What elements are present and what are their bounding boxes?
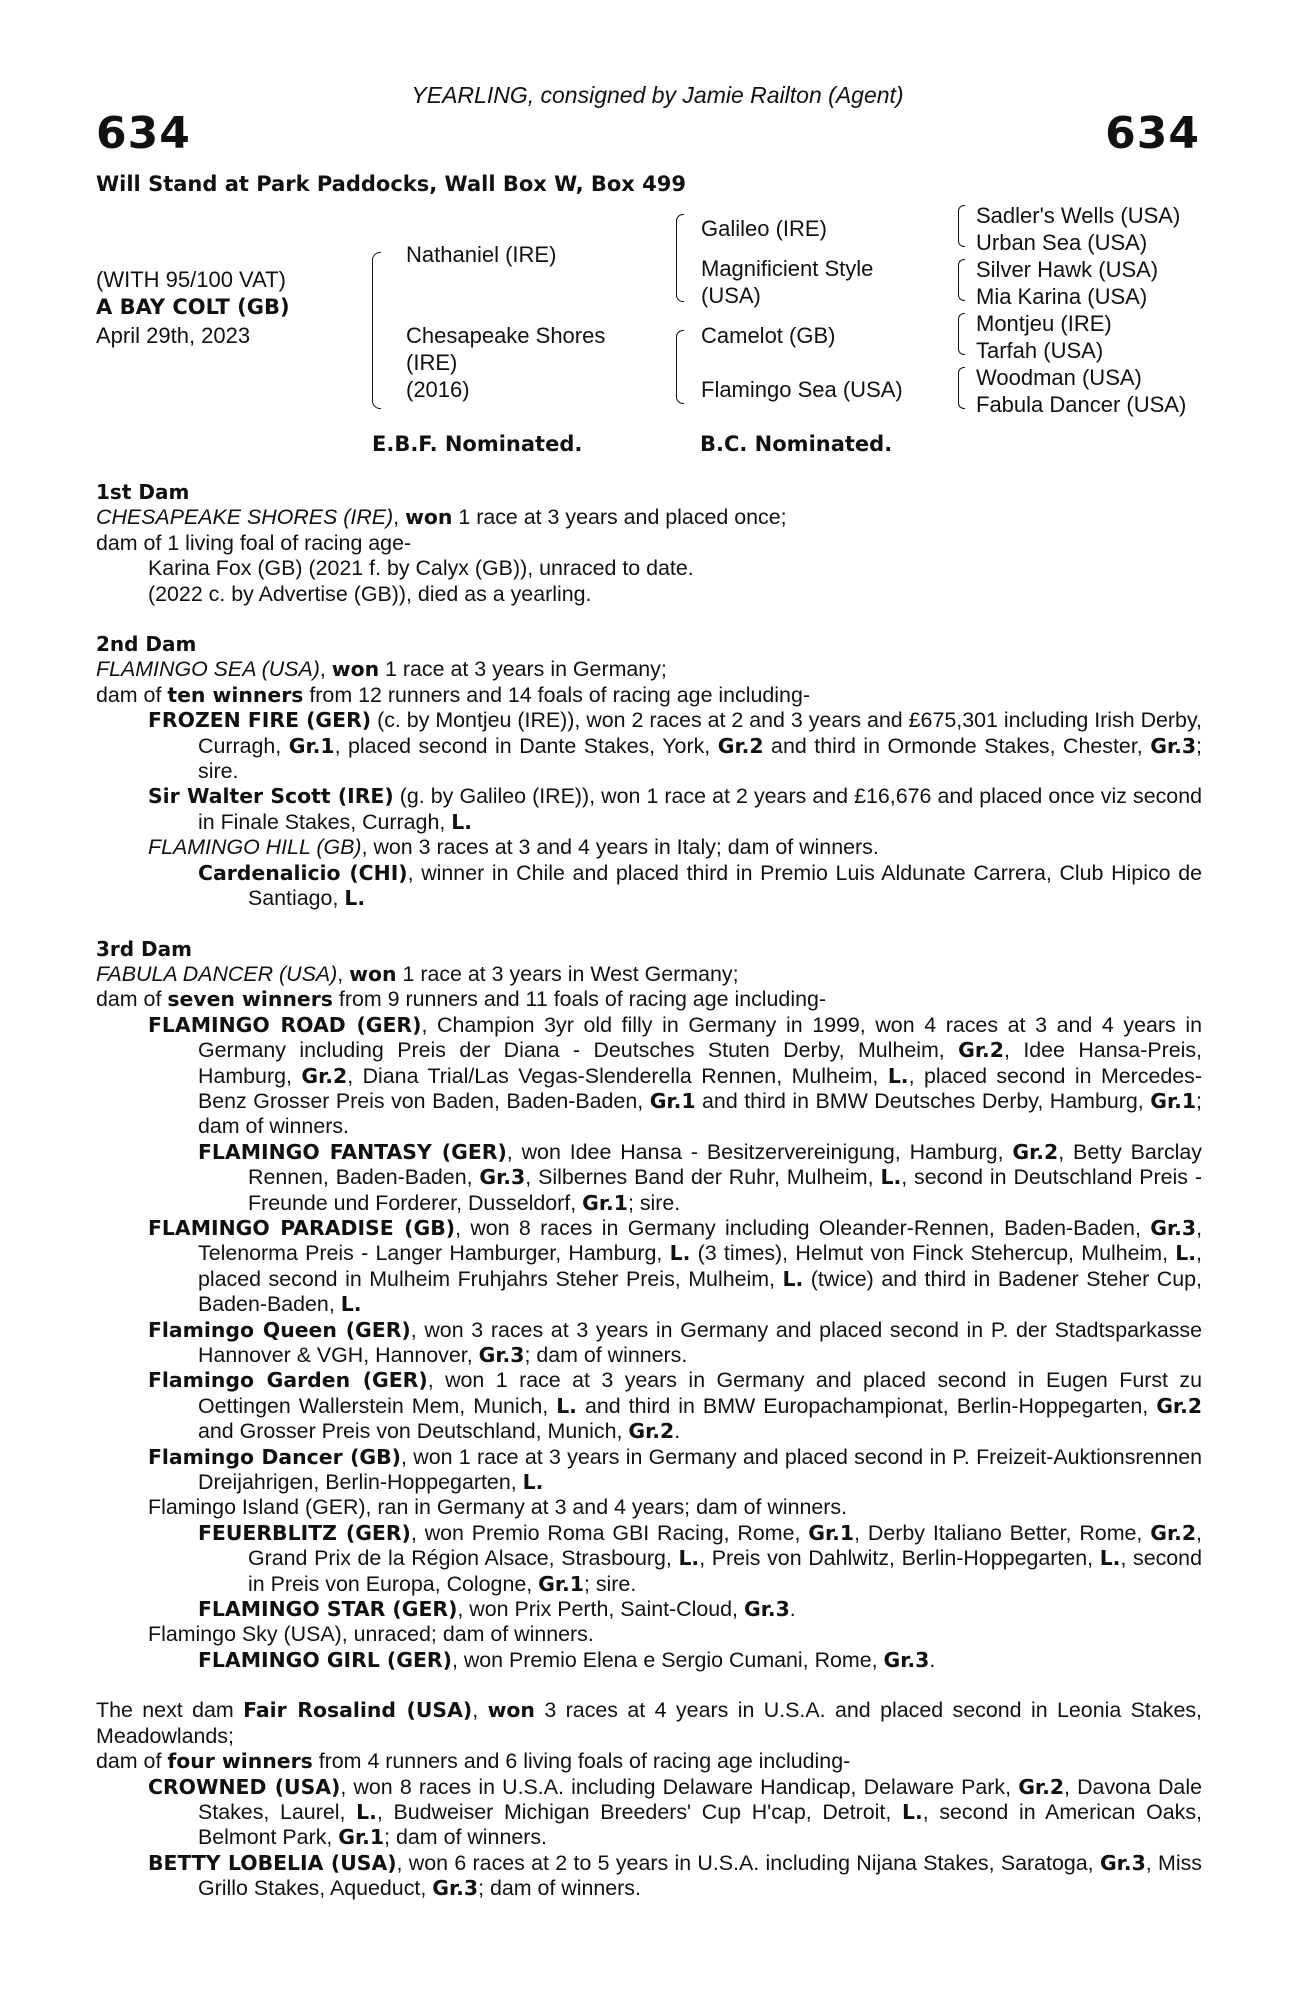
pedigree-g3-4: Mia Karina (USA) <box>976 284 1148 309</box>
first-dam-heading: 1st Dam <box>96 480 190 504</box>
second-dam-summary: FLAMINGO SEA (USA), won 1 race at 3 years in Germany; <box>96 657 667 682</box>
next-dam-summary: The next dam Fair Rosalind (USA), won 3 races at 4 years in U.S.A. and placed second in Leonia Stakes, Meadowlands; <box>96 1698 1202 1748</box>
entry-flamingo-hill: FLAMINGO HILL (GB), won 3 races at 3 and 4 years in Italy; dam of winners. <box>148 835 879 860</box>
ebf-nominated: E.B.F. Nominated. <box>372 432 583 456</box>
pedigree-brace-g3-1 <box>958 205 965 247</box>
third-dam-heading: 3rd Dam <box>96 936 192 961</box>
pedigree-g3-1: Sadler's Wells (USA) <box>976 203 1181 228</box>
pedigree-brace-dam <box>676 330 684 404</box>
pedigree-g3-2: Urban Sea (USA) <box>976 230 1148 255</box>
entry-flamingo-girl: FLAMINGO GIRL (GER), won Premio Elena e Sergio Cumani, Rome, Gr.3. <box>198 1647 936 1672</box>
entry-crowned: CROWNED (USA), won 8 races in U.S.A. including Delaware Handicap, Delaware Park, Gr.2, Davona Dale Stakes, Laurel, L., Budweiser Michigan Breeders' Cup H'cap, Detroit, L., second in American Oaks, Belmont Park, Gr.1; dam of winners. <box>148 1774 1202 1850</box>
pedigree-brace-sire <box>676 214 684 302</box>
entry-flamingo-queen: Flamingo Queen (GER), won 3 races at 3 years in Germany and placed second in P. der Stadtsparkasse Hannover & VGH, Hannover, Gr.3; dam of winners. <box>148 1317 1203 1367</box>
entry-flamingo-fantasy: FLAMINGO FANTASY (GER), won Idee Hansa - Besitzervereinigung, Hamburg, Gr.2, Betty Barclay Rennen, Baden-Baden, Gr.3, Silbernes Band der Ruhr, Mulheim, L., second in Deutschland Preis - Freunde und Forderer, Dusseldorf, Gr.1; sire. <box>198 1139 1202 1215</box>
pedigree-dam-dam: Flamingo Sea (USA) <box>701 377 903 402</box>
entry-flamingo-island: Flamingo Island (GER), ran in Germany at 3 and 4 years; dam of winners. <box>148 1495 848 1520</box>
consignor-line: YEARLING, consigned by Jamie Railton (Agent) <box>411 82 904 108</box>
vat-note: (WITH 95/100 VAT) <box>96 267 286 292</box>
pedigree-sire-dam-line1: Magnificient Style <box>701 256 874 281</box>
first-dam-produce-intro: dam of 1 living foal of racing age- <box>96 530 412 555</box>
entry-flamingo-paradise: FLAMINGO PARADISE (GB), won 8 races in Germany including Oleander-Rennen, Baden-Baden, Gr.3, Telenorma Preis - Langer Hamburger, Hamburg, L. (3 times), Helmut von Finck Stehercup, Mulheim, L., placed second in Mulheim Fruhjahrs Steher Preis, Mulheim, L. (twice) and third in Badener Steher Cup, Baden-Baden, L. <box>148 1215 1203 1317</box>
entry-flamingo-dancer: Flamingo Dancer (GB), won 1 race at 3 years in Germany and placed second in P. Freizeit-Auktionsrennen Dreijahrigen, Berlin-Hoppegarten, L. <box>148 1444 1203 1495</box>
pedigree-g3-6: Tarfah (USA) <box>976 338 1104 363</box>
third-dam-summary: FABULA DANCER (USA), won 1 race at 3 years in West Germany; <box>96 961 739 986</box>
bc-nominated: B.C. Nominated. <box>700 432 893 456</box>
pedigree-sire-sire: Galileo (IRE) <box>701 216 827 241</box>
entry-flamingo-sky: Flamingo Sky (USA), unraced; dam of winners. <box>148 1622 594 1647</box>
pedigree-dam-sire: Camelot (GB) <box>701 323 836 348</box>
pedigree-brace-g3-2 <box>958 259 965 301</box>
pedigree-brace-g3-4 <box>958 367 965 409</box>
pedigree-brace-main <box>372 252 381 409</box>
entry-cardenalicio: Cardenalicio (CHI), winner in Chile and placed third in Premio Luis Aldunate Carrera, Club Hipico de Santiago, L. <box>198 860 1202 911</box>
pedigree-g3-5: Montjeu (IRE) <box>976 311 1112 336</box>
first-dam-produce-2: (2022 c. by Advertise (GB)), died as a yearling. <box>148 581 592 606</box>
pedigree-dam-line2: (IRE) <box>406 350 458 375</box>
entry-flamingo-star: FLAMINGO STAR (GER), won Prix Perth, Saint-Cloud, Gr.3. <box>198 1597 796 1622</box>
pedigree-g3-3: Silver Hawk (USA) <box>976 257 1159 282</box>
entry-frozen-fire: FROZEN FIRE (GER) (c. by Montjeu (IRE)), won 2 races at 2 and 3 years and £675,301 including Irish Derby, Curragh, Gr.1, placed second in Dante Stakes, York, Gr.2 and third in Ormonde Stakes, Chester, Gr.3; sire. <box>148 708 1203 784</box>
pedigree-notes <box>96 480 1202 1902</box>
entry-feuerblitz: FEUERBLITZ (GER), won Premio Roma GBI Racing, Rome, Gr.1, Derby Italiano Better, Rome, Gr.2, Grand Prix de la Région Alsace, Strasbourg, L., Preis von Dahlwitz, Berlin-Hoppegarten, L., second in Preis von Europa, Cologne, Gr.1; sire. <box>198 1520 1202 1596</box>
pedigree-sire: Nathaniel (IRE) <box>406 242 557 267</box>
horse-name: A BAY COLT (GB) <box>96 295 290 319</box>
entry-flamingo-road: FLAMINGO ROAD (GER), Champion 3yr old filly in Germany in 1999, won 4 races at 3 and 4 years in Germany including Preis der Diana - Deutsches Stuten Derby, Mulheim, Gr.2, Idee Hansa-Preis, Hamburg, Gr.2, Diana Trial/Las Vegas-Slenderella Rennen, Mulheim, L., placed second in Mercedes-Benz Grosser Preis von Baden, Baden-Baden, Gr.1 and third in BMW Deutsches Derby, Hamburg, Gr.1; dam of winners. <box>148 1012 1202 1139</box>
second-dam-dam-of: dam of ten winners from 12 runners and 14 foals of racing age including- <box>96 682 810 707</box>
first-dam-produce-1: Karina Fox (GB) (2021 f. by Calyx (GB)), unraced to date. <box>148 556 694 581</box>
lot-number-right: 634 <box>1105 108 1200 159</box>
entry-flamingo-garden: Flamingo Garden (GER), won 1 race at 3 years in Germany and placed second in Eugen Furst zu Oettingen Wallerstein Mem, Munich, L. and third in BMW Europachampionat, Berlin-Hoppegarten, Gr.2 and Grosser Preis von Deutschland, Munich, Gr.2. <box>148 1368 1203 1444</box>
foaling-date: April 29th, 2023 <box>96 323 251 348</box>
entry-sir-walter-scott: Sir Walter Scott (IRE) (g. by Galileo (IRE)), won 1 race at 2 years and £16,676 and placed once viz second in Finale Stakes, Curragh, L. <box>148 784 1202 834</box>
pedigree-dam-line1: Chesapeake Shores <box>406 323 606 348</box>
third-dam-dam-of: dam of seven winners from 9 runners and 11 foals of racing age including- <box>96 987 826 1012</box>
stand-location: Will Stand at Park Paddocks, Wall Box W, Box 499 <box>96 172 686 196</box>
pedigree-g3-8: Fabula Dancer (USA) <box>976 392 1187 417</box>
entry-betty-lobelia: BETTY LOBELIA (USA), won 6 races at 2 to 5 years in U.S.A. including Nijana Stakes, Saratoga, Gr.3, Miss Grillo Stakes, Aqueduct, Gr.3; dam of winners. <box>148 1850 1202 1901</box>
second-dam-heading: 2nd Dam <box>96 632 197 657</box>
lot-number-left: 634 <box>96 108 191 159</box>
pedigree-g3-7: Woodman (USA) <box>976 365 1142 390</box>
first-dam-summary: CHESAPEAKE SHORES (IRE), won 1 race at 3 years and placed once; <box>96 505 787 530</box>
pedigree-dam-line3: (2016) <box>406 377 470 402</box>
pedigree-brace-g3-3 <box>958 313 965 355</box>
pedigree-sire-dam-line2: (USA) <box>701 283 761 308</box>
next-dam-dam-of: dam of four winners from 4 runners and 6 living foals of racing age including- <box>96 1749 851 1774</box>
